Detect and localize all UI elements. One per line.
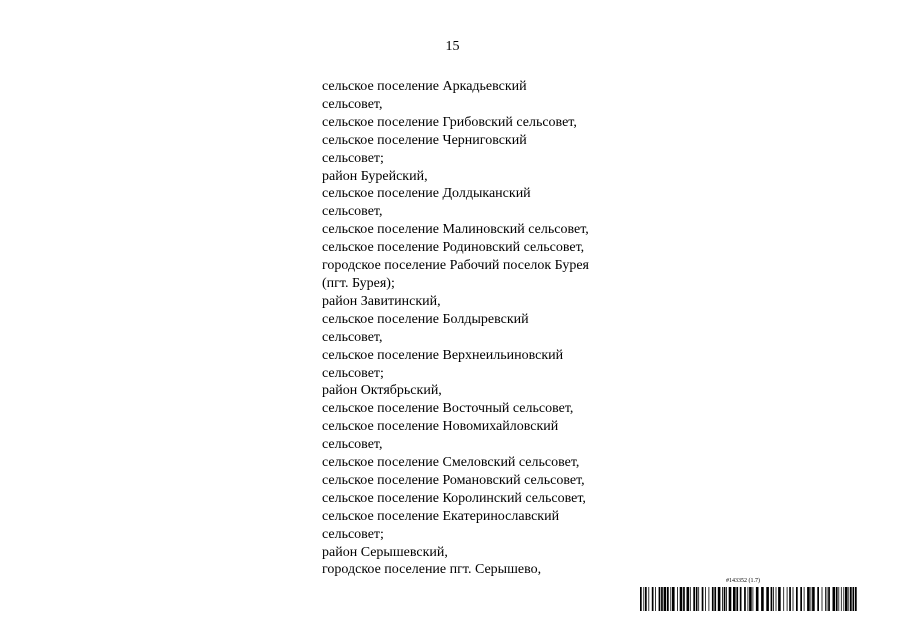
- settlement-list: [322, 78, 622, 579]
- document-line: сельское поселение Черниговский: [322, 132, 527, 148]
- barcode-block: [640, 578, 858, 612]
- barcode-icon: [640, 587, 858, 611]
- document-line: сельское поселение Новомихайловский: [322, 419, 559, 435]
- document-line: сельское поселение Аркадьевский: [322, 79, 527, 94]
- document-line: сельсовет,: [322, 204, 383, 220]
- document-line: сельское поселение Восточный сельсовет,: [322, 401, 574, 417]
- document-line: (пгт. Бурея);: [322, 275, 395, 291]
- document-line: сельское поселение Верхнеильиновский: [322, 347, 564, 363]
- document-line: сельское поселение Болдыревский: [322, 311, 529, 327]
- document-line: сельское поселение Грибовский сельсовет,: [322, 114, 577, 130]
- document-line: сельсовет,: [322, 437, 383, 453]
- document-line: сельсовет,: [322, 96, 383, 112]
- document-line: сельское поселение Екатеринославский: [322, 508, 560, 524]
- document-line: район Серышевский,: [322, 544, 448, 560]
- document-line: сельсовет;: [322, 365, 384, 381]
- document-line: городское поселение пгт. Серышево,: [322, 562, 542, 578]
- document-line: городское поселение Рабочий поселок Бурея: [322, 258, 589, 274]
- document-line: сельское поселение Романовский сельсовет,: [322, 472, 585, 488]
- document-line: сельское поселение Королинский сельсовет,: [322, 490, 586, 506]
- document-line: сельское поселение Долдыканский: [322, 186, 531, 202]
- document-line: район Завитинский,: [322, 293, 441, 309]
- document-line: сельское поселение Смеловский сельсовет,: [322, 455, 580, 471]
- page-number: 15: [445, 39, 460, 54]
- document-line: район Октябрьский,: [322, 383, 442, 399]
- document-line: сельсовет;: [322, 150, 384, 166]
- barcode-caption: #143352 (1.7): [726, 578, 760, 584]
- document-line: сельсовет;: [322, 526, 384, 542]
- document-line: сельское поселение Малиновский сельсовет,: [322, 222, 589, 238]
- document-line: район Бурейский,: [322, 168, 428, 184]
- document-line: сельсовет,: [322, 329, 383, 345]
- document-line: сельское поселение Родиновский сельсовет,: [322, 240, 585, 256]
